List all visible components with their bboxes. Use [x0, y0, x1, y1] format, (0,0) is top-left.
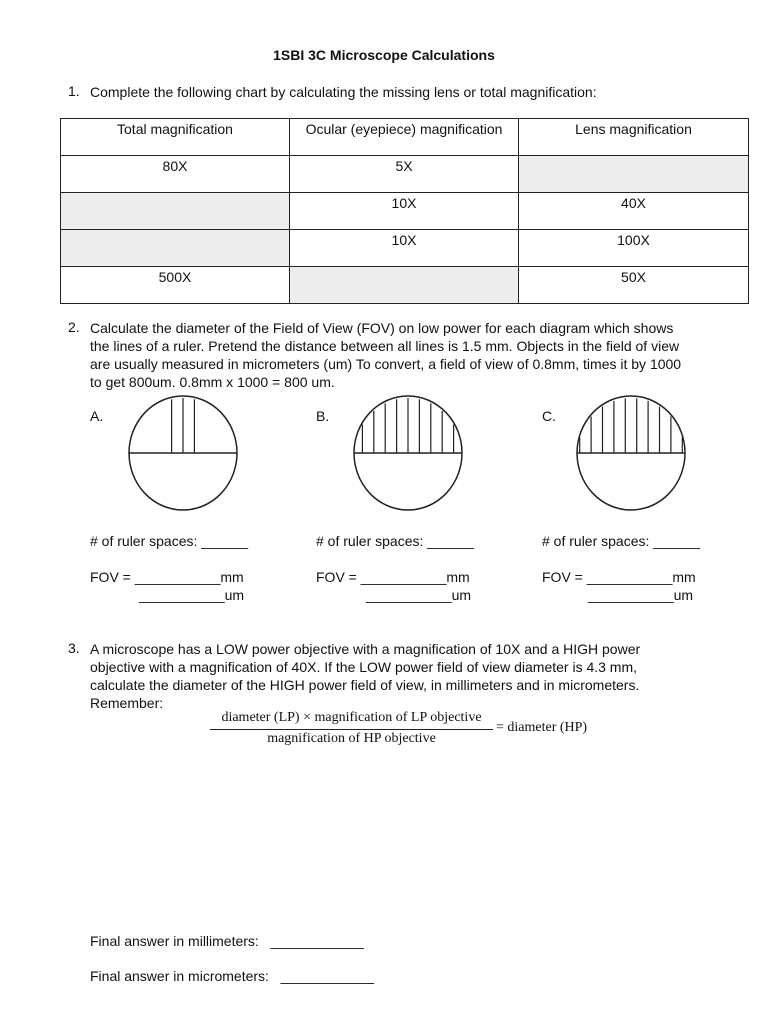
- formula-result: = diameter (HP): [496, 720, 588, 735]
- fov-mm-a[interactable]: FOV = ___________mm: [90, 569, 244, 585]
- table-row: [61, 267, 749, 304]
- magnification-chart: [60, 118, 749, 304]
- formula-numerator: diameter (LP) × magnification of LP objective: [221, 710, 482, 725]
- chart-header-ocular: Ocular (eyepiece) magnification: [290, 119, 519, 156]
- q2-number: 2.: [68, 319, 80, 335]
- q3-number: 3.: [68, 640, 80, 656]
- fov-diagram-a: [127, 394, 239, 512]
- q3-line: calculate the diameter of the HIGH power field of view, in millimeters and in micrometers.: [90, 677, 640, 693]
- q1-number: 1.: [68, 83, 80, 99]
- q2-text: [90, 319, 740, 391]
- answer-cell[interactable]: [519, 156, 749, 193]
- table-row: [61, 230, 749, 267]
- q1-text: Complete the following chart by calculating the missing lens or total magnification:: [90, 84, 597, 100]
- chart-cell: 500X: [61, 267, 290, 304]
- chart-header-row: [61, 119, 749, 156]
- q2-line: to get 800um. 0.8mm x 1000 = 800 um.: [90, 374, 335, 390]
- diagram-b-label: B.: [316, 408, 330, 424]
- fov-diagram-b: [352, 394, 464, 512]
- final-answer-mm[interactable]: Final answer in millimeters: ____________: [90, 933, 364, 949]
- fov-um-a[interactable]: ___________um: [139, 587, 245, 603]
- ruler-spaces-c[interactable]: # of ruler spaces: ______: [542, 533, 700, 549]
- q3-line: A microscope has a LOW power objective with a magnification of 10X and a HIGH power: [90, 641, 641, 657]
- fov-um-c[interactable]: ___________um: [588, 587, 694, 603]
- diagram-a-label: A.: [90, 408, 104, 424]
- q3-line: objective with a magnification of 40X. If the LOW power field of view diameter is 4.3 mm,: [90, 659, 638, 675]
- q2-line: Calculate the diameter of the Field of View (FOV) on low power for each diagram which shows: [90, 320, 674, 336]
- chart-cell: 100X: [519, 230, 749, 267]
- ruler-lines: [580, 398, 683, 453]
- formula-fraction-bar: [210, 729, 493, 730]
- ruler-lines: [172, 398, 195, 453]
- fov-mm-c[interactable]: FOV = ___________mm: [542, 569, 696, 585]
- diagram-c-label: C.: [542, 408, 556, 424]
- chart-cell: 10X: [290, 193, 519, 230]
- q3-line: Remember:: [90, 695, 164, 711]
- fov-formula: [210, 708, 610, 752]
- answer-cell[interactable]: [61, 193, 290, 230]
- chart-cell: 10X: [290, 230, 519, 267]
- chart-cell: 50X: [519, 267, 749, 304]
- q2-line: the lines of a ruler. Pretend the distance between all lines is 1.5 mm. Objects in the field of view: [90, 338, 680, 354]
- formula-denominator: magnification of HP objective: [267, 731, 436, 746]
- fov-mm-b[interactable]: FOV = ___________mm: [316, 569, 470, 585]
- answer-cell[interactable]: [61, 230, 290, 267]
- table-row: [61, 193, 749, 230]
- q3-text: [90, 640, 740, 712]
- ruler-spaces-b[interactable]: # of ruler spaces: ______: [316, 533, 474, 549]
- chart-header-lens: Lens magnification: [519, 119, 749, 156]
- table-row: [61, 156, 749, 193]
- q2-line: are usually measured in micrometers (um) To convert, a field of view of 0.8mm, times it by 1000: [90, 356, 682, 372]
- fov-um-b[interactable]: ___________um: [366, 587, 472, 603]
- answer-cell[interactable]: [290, 267, 519, 304]
- fov-diagram-c: [575, 394, 687, 512]
- final-answer-um[interactable]: Final answer in micrometers: ____________: [90, 968, 375, 984]
- chart-cell: 5X: [290, 156, 519, 193]
- chart-cell: 80X: [61, 156, 290, 193]
- ruler-spaces-a[interactable]: # of ruler spaces: ______: [90, 533, 248, 549]
- chart-cell: 40X: [519, 193, 749, 230]
- chart-header-total: Total magnification: [61, 119, 290, 156]
- page-title: 1SBI 3C Microscope Calculations: [273, 47, 495, 63]
